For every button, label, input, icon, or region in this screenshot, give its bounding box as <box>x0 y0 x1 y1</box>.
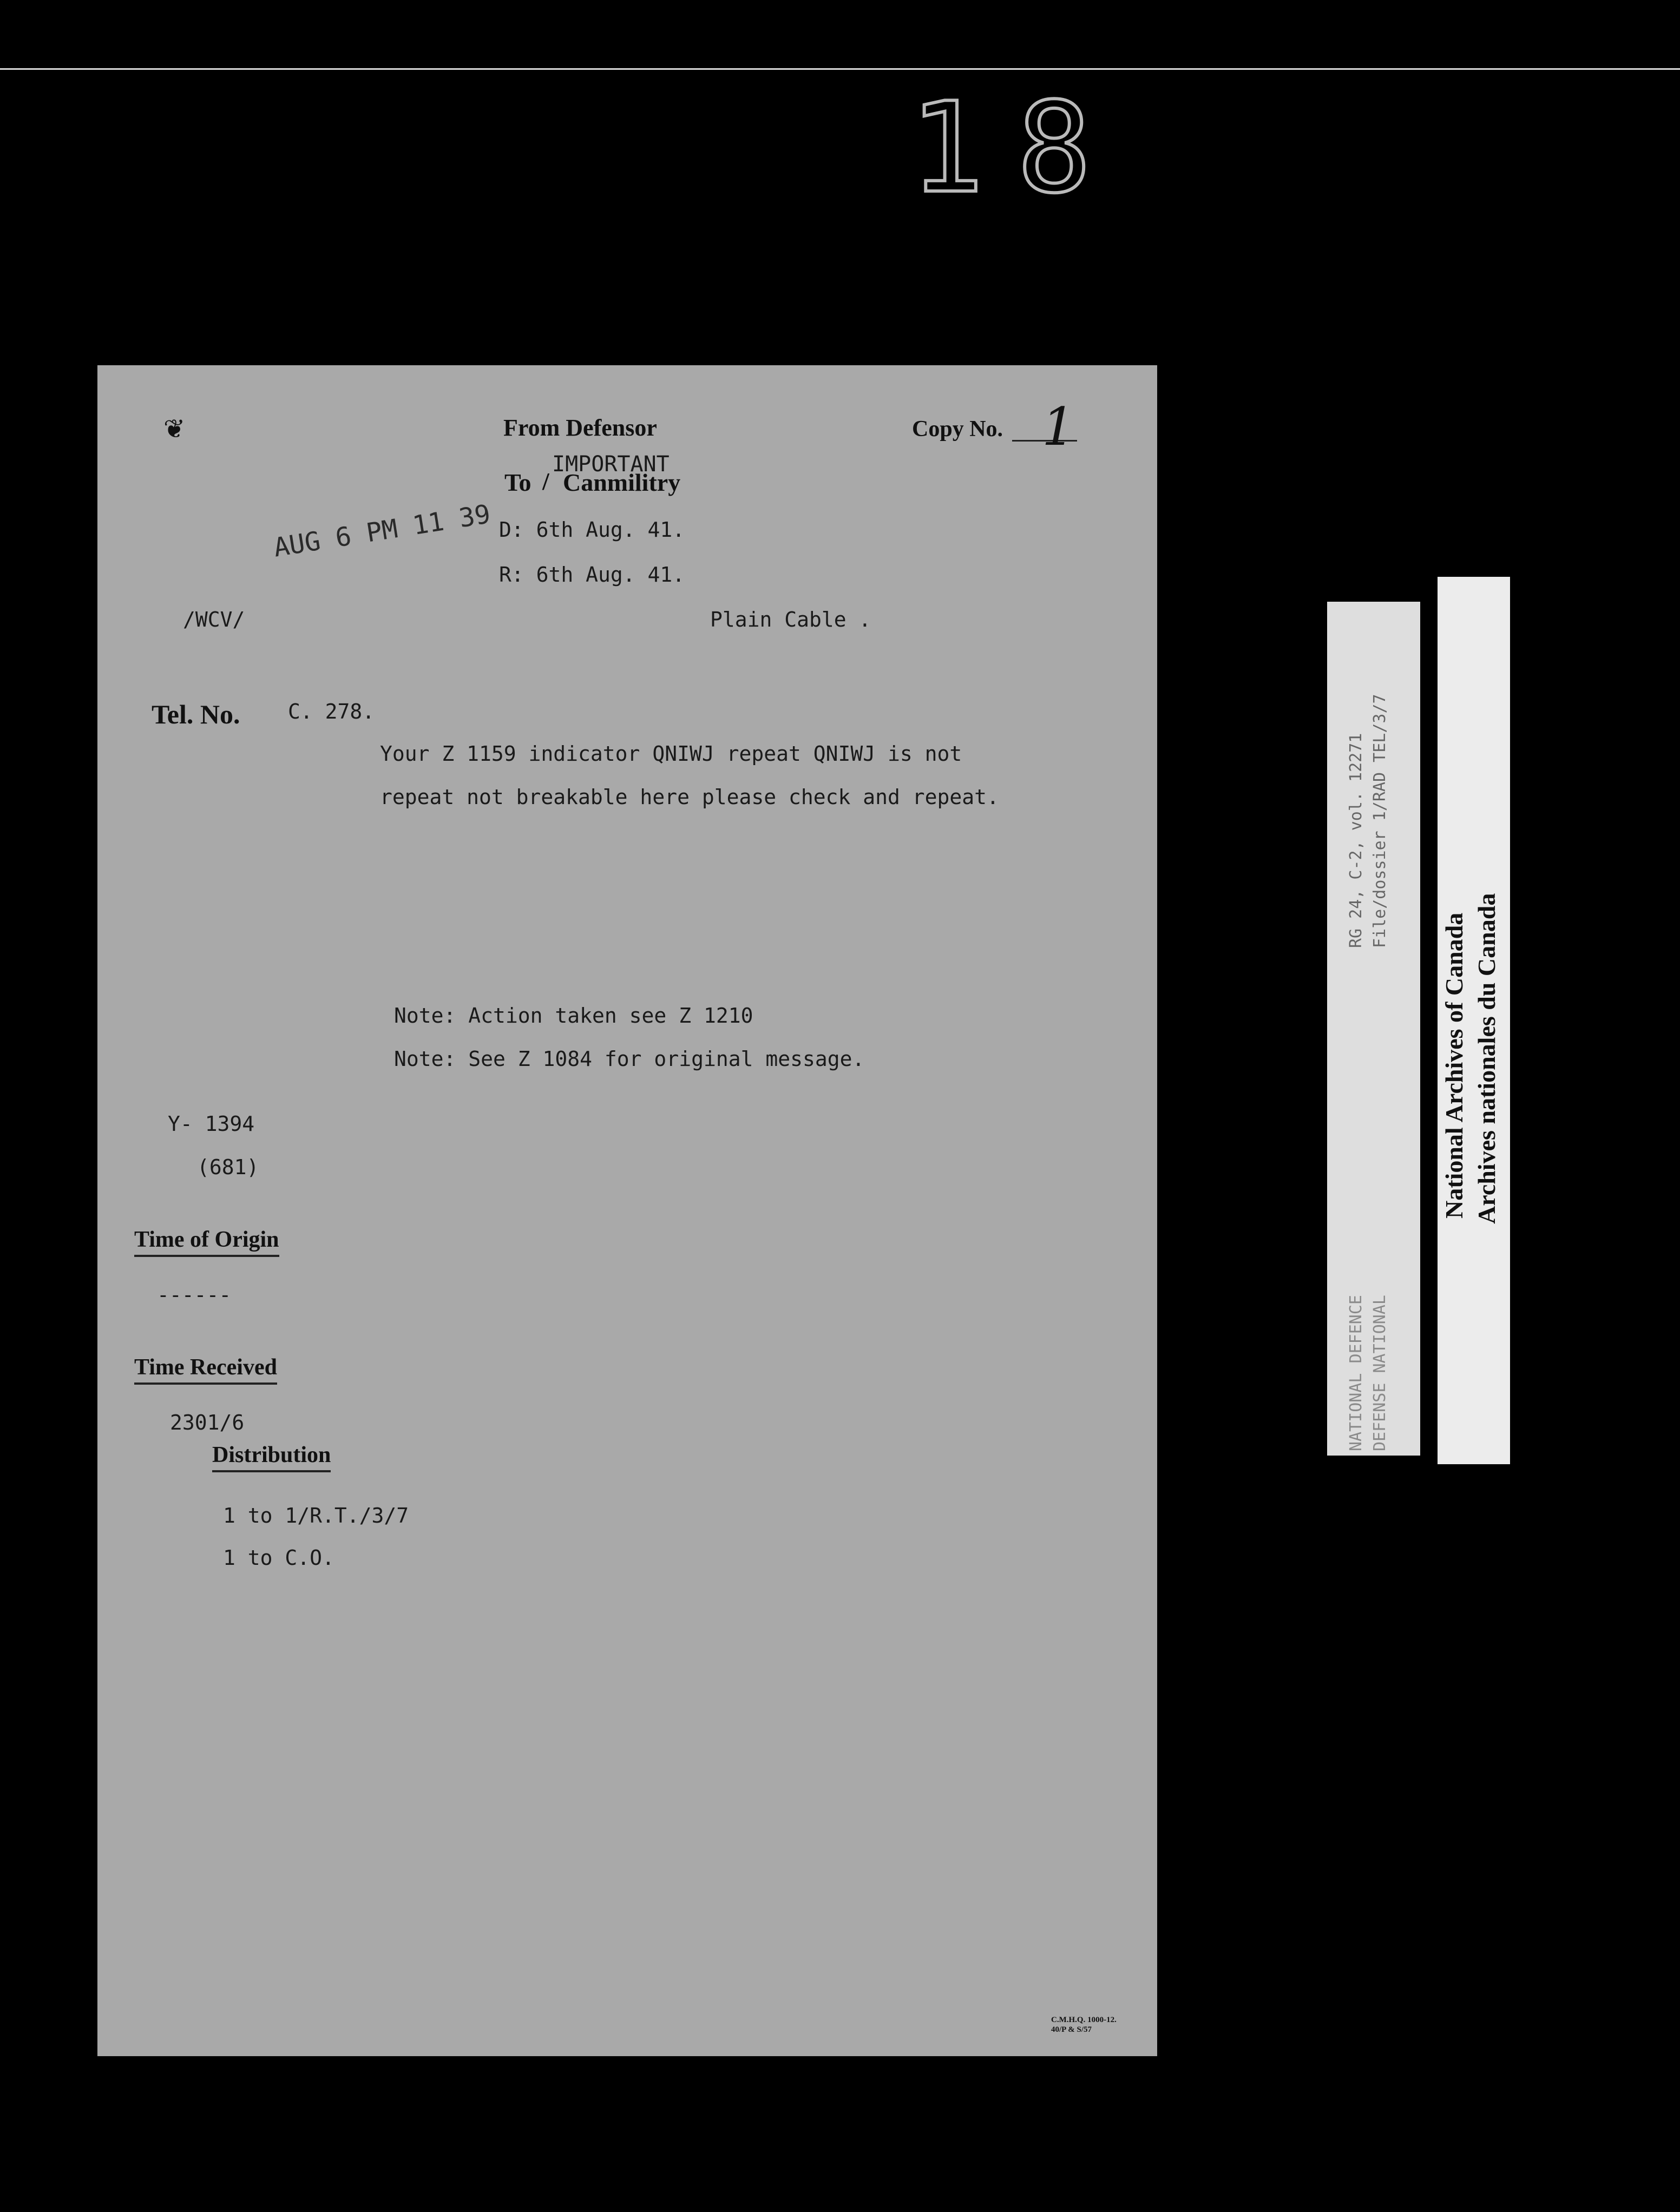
archives-name-fr: Archives nationales du Canada <box>1473 893 1500 1224</box>
to-value: Canmilitry <box>563 469 681 496</box>
department-line-2: DEFENSE NATIONAL <box>1370 1295 1389 1451</box>
national-archives-label <box>1438 577 1510 1464</box>
copy-label: Copy No. <box>912 417 1003 442</box>
time-received-value: 2301/6 <box>170 1411 245 1434</box>
distribution-line-2: 1 to C.O. <box>223 1546 334 1570</box>
archive-reference-label <box>1327 602 1420 1456</box>
operator-code: /WCV/ <box>183 608 245 631</box>
scan-border-line <box>0 68 1680 70</box>
reference-line-1: RG 24, C-2, vol. 12271 <box>1347 733 1366 948</box>
cable-type: Plain Cable . <box>710 608 871 631</box>
tel-label: Tel. No. <box>152 699 240 729</box>
received-line: R: 6th Aug. 41. <box>499 563 685 587</box>
from-line: From Defensor <box>503 414 657 441</box>
to-label: To <box>504 469 531 496</box>
priority-marking: IMPORTANT <box>552 452 670 477</box>
ink-mark-icon: ❦ <box>163 414 186 444</box>
tel-value: C. 278. <box>288 700 375 723</box>
dispatched-line: D: 6th Aug. 41. <box>499 518 685 542</box>
archives-name-en: National Archives of Canada <box>1440 912 1468 1219</box>
department-line-1: NATIONAL DEFENCE <box>1347 1295 1366 1451</box>
to-slash: / <box>542 468 549 495</box>
distribution-label: Distribution <box>212 1442 331 1472</box>
form-code-line-2: 40/P & S/57 <box>1051 2025 1092 2034</box>
note-line-2: Note: See Z 1084 for original message. <box>394 1047 865 1071</box>
time-of-origin-label: Time of Origin <box>134 1227 279 1257</box>
reference-number: Y- 1394 <box>168 1112 255 1136</box>
time-of-origin-value: ------ <box>157 1283 232 1307</box>
reference-line-2: File/dossier 1/RAD TEL/3/7 <box>1370 694 1389 948</box>
note-line-1: Note: Action taken see Z 1210 <box>394 1004 753 1028</box>
time-received-label: Time Received <box>134 1354 277 1385</box>
frame-number: 18 <box>909 76 1124 221</box>
body-line-2: repeat not breakable here please check and repeat. <box>380 785 999 809</box>
telegram-sheet <box>97 365 1157 2056</box>
body-line-1: Your Z 1159 indicator QNIWJ repeat QNIWJ is not <box>380 742 962 766</box>
form-code-line-1: C.M.H.Q. 1000-12. <box>1051 2016 1117 2024</box>
distribution-line-1: 1 to 1/R.T./3/7 <box>223 1504 409 1528</box>
date-time-stamp: AUG 6 PM 11 39 <box>271 499 493 563</box>
reference-sub: (681) <box>197 1155 259 1179</box>
copy-number: 1 <box>1042 397 1075 457</box>
